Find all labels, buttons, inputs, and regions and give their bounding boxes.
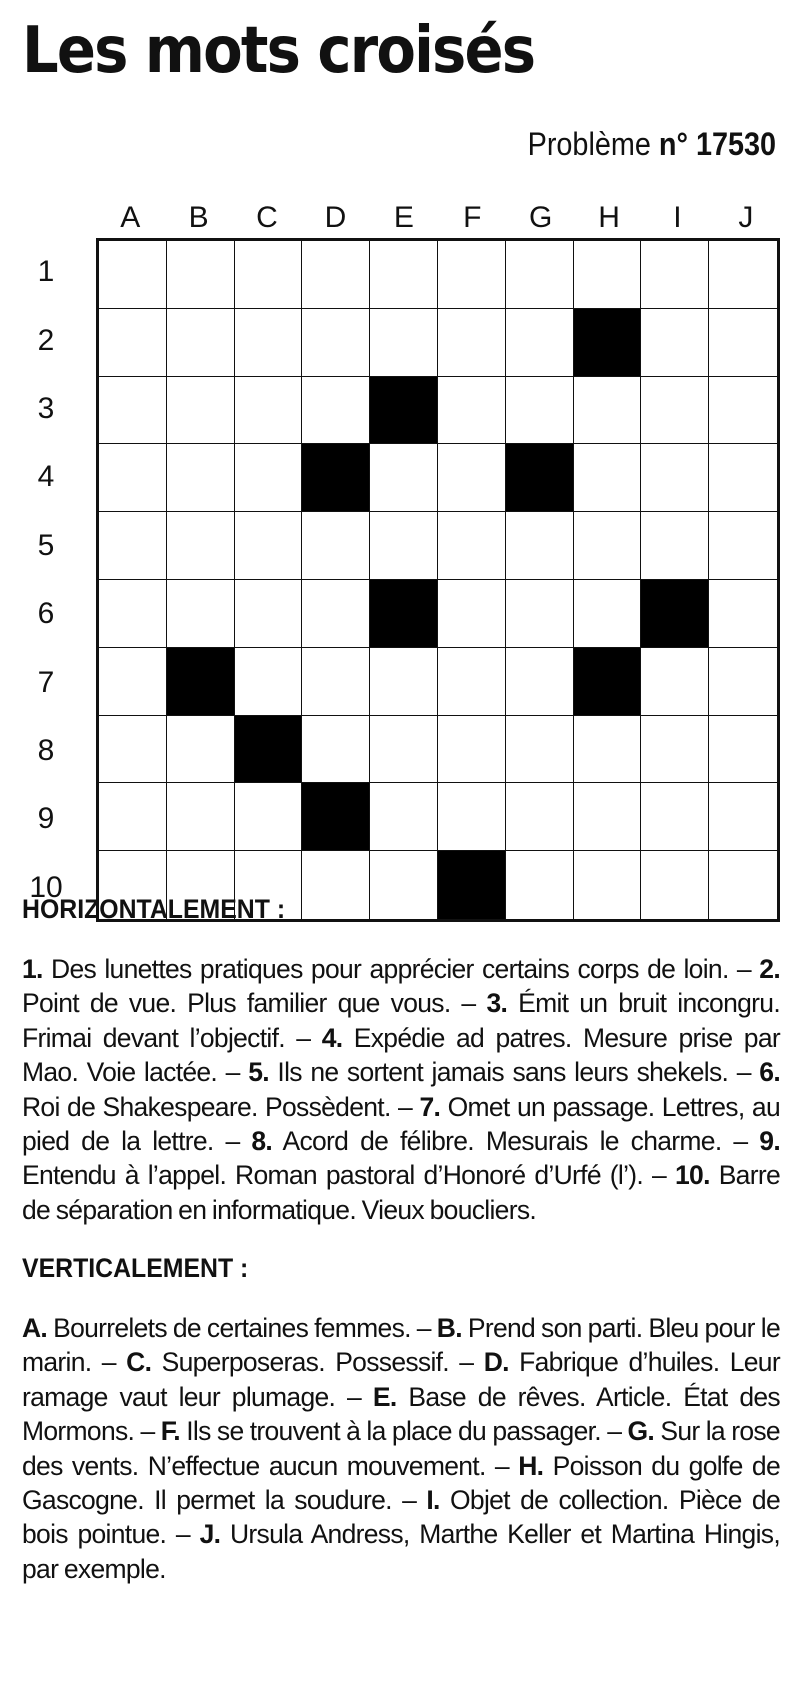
black-cell <box>167 648 235 716</box>
clue-text: Acord de félibre. Mesurais le charme. <box>282 1126 722 1157</box>
horizontal-clues: 1. Des lunettes pratiques pour apprécier certains corps de loin. – 2. Point de vue. Plus familier que vous. – 3. Émit un bruit incongru. Frimai devant l’objectif. – 4. Expédie ad patres. Mesure prise par Mao. Voie lactée. – 5. Ils ne sortent jamais sans leurs shekels. – 6. Roi de Shakespeare. Possèdent. – 7. Omet un passage. Lettres, au pied de la lettre. – 8. Acord de félibre. Mesurais le charme. – 9. Entendu à l’appel. Roman pastoral d’Honoré d’Urfé (l’). – 10. Barre de séparation en informatique. Vieux boucliers. <box>22 954 780 1225</box>
row-label-9: 9 <box>37 802 55 836</box>
row-label-8: 8 <box>37 734 55 768</box>
clue-number: B. <box>436 1313 462 1343</box>
grid-cell[interactable] <box>438 783 506 851</box>
grid-cell[interactable] <box>641 851 709 919</box>
grid-cell[interactable] <box>235 512 303 580</box>
black-cell <box>574 648 642 716</box>
grid-cell[interactable] <box>167 241 235 309</box>
grid-cell[interactable] <box>167 444 235 512</box>
clue-text: Poisson du golfe de Gascogne. Il permet la soudure. <box>22 1450 780 1516</box>
page-title: Les mots croisés <box>22 14 535 88</box>
grid-cell[interactable] <box>709 783 777 851</box>
column-label-j: J <box>738 201 754 234</box>
clue-text: Ursula Andress, Marthe Keller et Martina Hingis, par exemple. <box>22 1519 780 1584</box>
clue-text: Expédie ad patres. Mesure prise par Mao. Voie lactée. <box>22 1022 780 1088</box>
grid-cell[interactable] <box>235 377 303 445</box>
grid-cell[interactable] <box>235 580 303 648</box>
grid-cell[interactable] <box>370 309 438 377</box>
vertical-clues: A. Bourrelets de certaines femmes. – B. Prend son parti. Bleu pour le marin. – C. Superposeras. Possessif. – D. Fabrique d’huiles. Leur ramage vaut leur plumage. – E. Base de rêves. Article. État des Mormons. – F. Ils se trouvent à la place du passager. – G. Sur la rose des vents. N’effectue aucun mouvement. – H. Poisson du golfe de Gascogne. Il permet la soudure. – I. Objet de collection. Pièce de bois pointue. – J. Ursula Andress, Marthe Keller et Martina Hingis, par exemple. <box>22 1313 780 1584</box>
row-label-3: 3 <box>37 392 55 426</box>
clue-text: Entendu à l’appel. Roman pastoral d’Honoré d’Urfé (l’). <box>22 1160 644 1191</box>
row-label-4: 4 <box>37 460 55 494</box>
grid-cell[interactable] <box>709 648 777 716</box>
clue-text: Omet un passage. Lettres, au pied de la lettre. <box>22 1091 780 1157</box>
grid-cell[interactable] <box>709 851 777 919</box>
grid-cell[interactable] <box>235 309 303 377</box>
grid-cell[interactable] <box>641 444 709 512</box>
grid-cell[interactable] <box>641 716 709 784</box>
grid-cell[interactable] <box>99 377 167 445</box>
grid-cell[interactable] <box>302 851 370 919</box>
clue-number: 9. <box>759 1126 780 1157</box>
clue-text: Barre de séparation en informatique. Vieux boucliers. <box>22 1160 780 1225</box>
grid-cell[interactable] <box>167 783 235 851</box>
grid-cell[interactable] <box>506 851 574 919</box>
row-label-10: 10 <box>29 870 63 904</box>
grid-cell[interactable] <box>709 444 777 512</box>
grid-cell[interactable] <box>506 648 574 716</box>
grid-cell[interactable] <box>709 512 777 580</box>
vertical-heading: VERTICALEMENT : <box>22 1253 249 1283</box>
grid-cell[interactable] <box>641 377 709 445</box>
grid-cell[interactable] <box>574 377 642 445</box>
grid-cell[interactable] <box>370 783 438 851</box>
grid-cell[interactable] <box>574 241 642 309</box>
grid-cell[interactable] <box>709 241 777 309</box>
grid-cell[interactable] <box>574 444 642 512</box>
black-cell <box>438 851 506 919</box>
grid-cell[interactable] <box>438 309 506 377</box>
grid-cell[interactable] <box>506 716 574 784</box>
grid-cell[interactable] <box>438 377 506 445</box>
clue-text: Ils ne sortent jamais sans leurs shekels. <box>277 1057 729 1088</box>
clue-text: Objet de collection. Pièce de bois pointue. <box>22 1485 780 1550</box>
grid-cell[interactable] <box>167 580 235 648</box>
clue-number: D. <box>483 1347 509 1378</box>
grid-cell[interactable] <box>438 444 506 512</box>
grid-cell[interactable] <box>99 444 167 512</box>
grid-cell[interactable] <box>641 309 709 377</box>
grid-cell[interactable] <box>438 512 506 580</box>
grid-cell[interactable] <box>167 512 235 580</box>
horizontal-heading: HORIZONTALEMENT : <box>22 894 286 924</box>
clue-text: Émit un bruit incongru. Frimai devant l’objectif. <box>22 988 780 1053</box>
clue-number: I. <box>426 1485 440 1516</box>
clue-number: 10. <box>675 1160 710 1191</box>
clue-number: C. <box>126 1347 152 1378</box>
black-cell <box>574 309 642 377</box>
row-label-5: 5 <box>37 528 55 562</box>
clue-number: E. <box>372 1381 397 1412</box>
column-label-b: B <box>188 201 209 234</box>
grid-cell[interactable] <box>370 444 438 512</box>
clue-number: 3. <box>486 988 508 1019</box>
clue-number: 1. <box>22 954 43 984</box>
grid-cell[interactable] <box>302 716 370 784</box>
grid-cell[interactable] <box>641 783 709 851</box>
grid-cell[interactable] <box>641 648 709 716</box>
problem-number-value: 17530 <box>695 126 776 162</box>
grid-cell[interactable] <box>99 512 167 580</box>
grid-cell[interactable] <box>370 851 438 919</box>
clue-text: Roi de Shakespeare. Possèdent. <box>22 1091 391 1122</box>
clue-text: Prend son parti. Bleu pour le marin. <box>22 1313 780 1378</box>
black-cell <box>235 716 303 784</box>
grid-cell[interactable] <box>641 241 709 309</box>
grid-cell[interactable] <box>574 580 642 648</box>
black-cell <box>302 783 370 851</box>
grid-cell[interactable] <box>302 512 370 580</box>
clue-text: Fabrique d’huiles. Leur ramage vaut leur plumage. <box>22 1347 780 1412</box>
clue-text: Point de vue. Plus familier que vous. <box>22 988 451 1019</box>
grid-cell[interactable] <box>235 241 303 309</box>
row-label-6: 6 <box>37 597 55 631</box>
grid-cell[interactable] <box>709 716 777 784</box>
column-label-e: E <box>393 201 414 234</box>
clue-text: Superposeras. Possessif. <box>161 1347 449 1378</box>
grid-cell[interactable] <box>167 716 235 784</box>
column-label-a: A <box>120 201 141 234</box>
grid-cell[interactable] <box>709 377 777 445</box>
clue-number: 4. <box>321 1022 343 1053</box>
problem-number <box>528 124 776 164</box>
grid-cell[interactable] <box>506 783 574 851</box>
black-cell <box>370 377 438 445</box>
grid-cell[interactable] <box>574 783 642 851</box>
grid-cell[interactable] <box>438 580 506 648</box>
clue-number: 2. <box>759 954 780 984</box>
clue-number: 6. <box>759 1057 780 1088</box>
column-label-h: H <box>598 201 620 234</box>
clue-number: 7. <box>419 1091 441 1122</box>
grid-cell[interactable] <box>438 716 506 784</box>
grid-cell[interactable] <box>370 512 438 580</box>
problem-number-prefix: n° <box>658 126 688 162</box>
column-label-d: D <box>324 201 347 234</box>
black-cell <box>641 580 709 648</box>
grid-cell[interactable] <box>99 580 167 648</box>
grid-cell[interactable] <box>235 783 303 851</box>
grid-cell[interactable] <box>641 512 709 580</box>
column-label-c: C <box>256 201 278 234</box>
clue-number: 8. <box>251 1126 273 1157</box>
grid-cell[interactable] <box>302 309 370 377</box>
black-cell <box>506 444 574 512</box>
clue-text: Bourrelets de certaines femmes. <box>53 1313 411 1343</box>
clue-number: J. <box>199 1519 221 1550</box>
column-label-i: I <box>673 201 682 234</box>
column-label-f: F <box>463 201 482 234</box>
grid-cell[interactable] <box>302 648 370 716</box>
row-label-2: 2 <box>37 323 55 357</box>
grid-cell[interactable] <box>99 309 167 377</box>
clue-text: Sur la rose des vents. N’effectue aucun mouvement. <box>22 1416 780 1481</box>
grid-cell[interactable] <box>506 377 574 445</box>
grid-cell[interactable] <box>167 309 235 377</box>
grid-cell[interactable] <box>709 580 777 648</box>
column-labels <box>96 198 780 238</box>
grid-cell[interactable] <box>506 241 574 309</box>
grid-cell[interactable] <box>370 241 438 309</box>
clue-text: Base de rêves. Article. État des Mormons. <box>22 1381 780 1447</box>
grid-cell[interactable] <box>574 716 642 784</box>
black-cell <box>302 444 370 512</box>
grid-cell[interactable] <box>302 241 370 309</box>
problem-label: Problème <box>527 126 651 162</box>
column-label-g: G <box>528 201 553 234</box>
grid-cell[interactable] <box>574 851 642 919</box>
clue-number: G. <box>627 1416 655 1447</box>
clue-text: Ils se trouvent à la place du passager. <box>186 1416 601 1447</box>
grid-cell[interactable] <box>370 648 438 716</box>
grid-cell[interactable] <box>99 783 167 851</box>
grid-cell[interactable] <box>506 309 574 377</box>
grid-cell[interactable] <box>302 580 370 648</box>
grid-cell[interactable] <box>99 716 167 784</box>
clue-number: A. <box>22 1313 48 1343</box>
grid-cell[interactable] <box>235 444 303 512</box>
row-labels <box>18 238 78 922</box>
grid-cell[interactable] <box>506 580 574 648</box>
grid-cell[interactable] <box>99 241 167 309</box>
grid-cell[interactable] <box>574 512 642 580</box>
row-label-1: 1 <box>37 255 55 289</box>
black-cell <box>370 580 438 648</box>
row-label-7: 7 <box>37 665 55 699</box>
grid-cell[interactable] <box>370 716 438 784</box>
grid-cell[interactable] <box>235 648 303 716</box>
clue-number: 5. <box>248 1057 269 1088</box>
grid-cell[interactable] <box>99 648 167 716</box>
grid-cell[interactable] <box>438 648 506 716</box>
grid-cell[interactable] <box>167 377 235 445</box>
grid-cell[interactable] <box>709 309 777 377</box>
grid-cell[interactable] <box>302 377 370 445</box>
grid-cell[interactable] <box>506 512 574 580</box>
grid-cell[interactable] <box>438 241 506 309</box>
clue-number: H. <box>518 1450 544 1481</box>
clue-text: Des lunettes pratiques pour apprécier certains corps de loin. <box>51 954 729 984</box>
crossword-grid <box>96 238 780 922</box>
clue-number: F. <box>160 1416 180 1447</box>
